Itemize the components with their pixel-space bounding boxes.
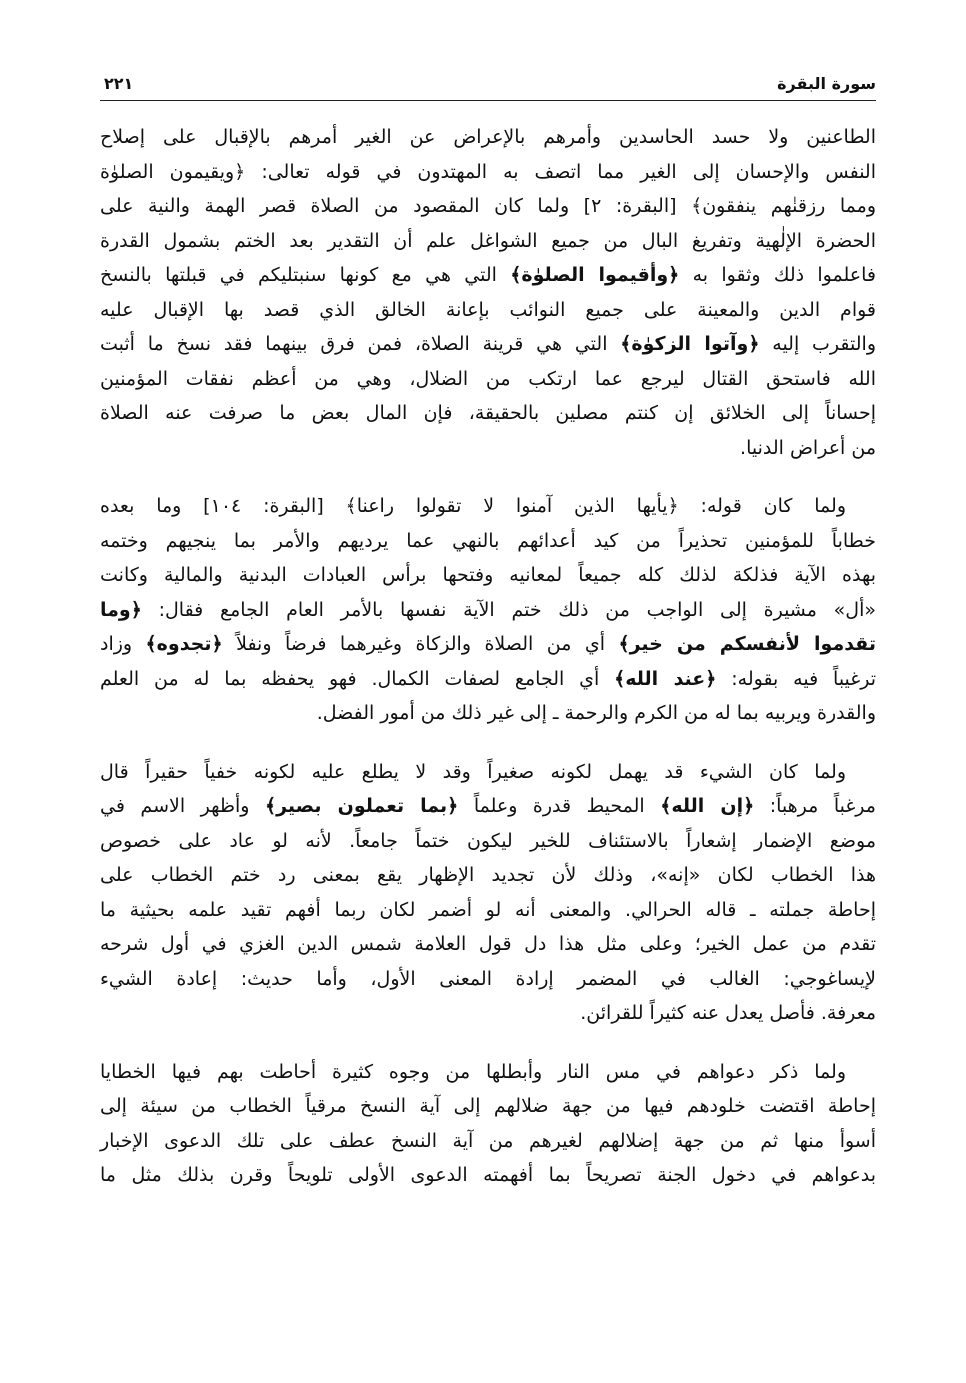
text-line <box>100 696 876 731</box>
text-segment: المحيط قدرة وعلماً <box>458 795 661 817</box>
quran-quote: ﴿عند الله﴾ <box>614 667 717 690</box>
text-line <box>100 962 876 997</box>
text-segment: «أل» مشيرة إلى الواجب من ذلك ختم الآية نفسها بالأمر العام الجامع فقال: <box>141 598 876 621</box>
text-line <box>100 524 876 559</box>
text-segment: إحاطة جملته ـ قاله الحرالي. والمعنى أنه لو أضمر لكان ربما أفهم تقيد علمه بحيثية ما <box>100 898 876 921</box>
quran-quote: تقدموا لأنفسكم من خير﴾ <box>618 633 876 655</box>
text-line <box>100 996 876 1031</box>
text-segment: أي الجامع لصفات الكمال. فهو يحفظه بما له من العلم <box>100 667 615 690</box>
text-line <box>100 189 876 224</box>
text-segment: التي هي مع كونها سنبتليكم في قبلتها بالنسخ <box>100 264 511 286</box>
text-segment: التي هي قرينة الصلاة، فمن فرق بينهما فقد نسخ ما أثبت <box>100 333 621 355</box>
text-line <box>100 1089 876 1124</box>
text-line <box>100 627 876 662</box>
text-line <box>100 396 876 431</box>
text-line <box>100 362 876 397</box>
text-segment: ترغيباً فيه بقوله: <box>716 667 876 690</box>
text-segment: الطاعنين ولا حسد الحاسدين وأمرهم بالإعراض عن الغير أمرهم بالإقبال على إصلاح <box>100 126 876 148</box>
text-segment: وأظهر الاسم في <box>100 795 265 817</box>
text-line <box>100 824 876 859</box>
text-segment: من أعراض الدنيا. <box>740 436 876 459</box>
text-line <box>100 431 876 466</box>
paragraph <box>100 755 876 1031</box>
header-rule <box>100 100 876 101</box>
page-body <box>100 120 876 1217</box>
text-line <box>100 293 876 328</box>
text-segment: إحساناً إلى الخلائق إن كنتم مصلين بالحقيقة، فإن المال بعض ما صرفت عنه الصلاة <box>100 402 876 424</box>
text-segment: لإيساغوجي: الغالب في المضمر إرادة المعنى الأول، وأما حديث: إعادة الشيء <box>100 967 876 990</box>
text-segment: ولما ذكر دعواهم في مس النار وأبطلها من وجوه كثيرة أحاطت بهم فيها الخطايا <box>100 1060 846 1083</box>
text-line <box>100 927 876 962</box>
text-segment: فاعلموا ذلك وثقوا به <box>679 264 876 286</box>
quran-quote: ﴿وما <box>100 598 142 621</box>
text-segment: بهذه الآية فذلكة لذلك كله جميعاً لمعانيه وفتحها برأس العبادات البدنية والمالية وكانت <box>100 564 876 586</box>
quran-quote: ﴿وآتوا الزكوٰة﴾ <box>620 333 760 355</box>
text-line <box>100 1055 876 1090</box>
text-line <box>100 789 876 824</box>
page-number: ٢٢١ <box>104 74 134 93</box>
text-line <box>100 1158 876 1193</box>
text-segment: ولما كان الشيء قد يهمل لكونه صغيراً وقد لا يطلع عليه لكونه خفياً حقيراً قال <box>100 760 846 783</box>
text-segment: وزاد <box>100 633 146 655</box>
text-line <box>100 662 876 697</box>
text-segment: إحاطة اقتضت خلودهم فيها من جهة ضلالهم إلى آية النسخ مرقياً الخطاب من سيئة إلى <box>100 1095 876 1117</box>
text-segment: أي من الصلاة والزكاة وغيرهما فرضاً ونفلاً <box>222 633 619 655</box>
text-line <box>100 120 876 155</box>
paragraph <box>100 489 876 731</box>
text-segment: خطاباً للمؤمنين تحذيراً من كيد أعدائهم بالنهي عما يرديهم والأمر بما ينجيهم وختمه <box>100 529 876 552</box>
paragraph <box>100 120 876 465</box>
quran-quote: ﴿بما تعملون بصير﴾ <box>264 795 459 817</box>
text-line <box>100 755 876 790</box>
page-header <box>100 68 876 100</box>
quran-quote: ﴿تجدوه﴾ <box>145 633 223 655</box>
text-segment: تقدم من عمل الخير؛ وعلى مثل هذا دل قول العلامة شمس الدين الغزي في أول شرحه <box>100 933 876 955</box>
text-line <box>100 155 876 190</box>
text-line <box>100 258 876 293</box>
text-segment: قوام الدين والمعينة على جميع النوائب بإعانة الخالق الذي قصد بها الإقبال عليه <box>100 298 876 321</box>
text-line <box>100 327 876 362</box>
text-segment: أسوأ منها ثم من جهة إضلالهم لغيرهم من آية النسخ عطف على تلك الدعوى الإخبار <box>100 1129 876 1152</box>
text-line <box>100 593 876 628</box>
text-line <box>100 893 876 928</box>
text-line <box>100 1124 876 1159</box>
quran-quote: ﴿إن الله﴾ <box>660 795 755 817</box>
text-line <box>100 489 876 524</box>
text-segment: مرغباً مرهباً: <box>754 795 876 817</box>
text-segment: والتقرب إليه <box>759 333 877 355</box>
text-line <box>100 858 876 893</box>
text-line <box>100 558 876 593</box>
text-segment: بدعواهم في دخول الجنة تصريحاً بما أفهمته الدعوى الأولى تلويحاً وقرن بذلك مثل ما <box>100 1164 876 1186</box>
text-segment: الله فاستحق القتال ليرجع عما ارتكب من الضلال، وهي من أعظم نفقات المؤمنين <box>100 367 876 390</box>
running-title: سورة البقرة <box>777 74 876 93</box>
quran-quote: ﴿وأقيموا الصلوٰة﴾ <box>510 264 680 286</box>
text-segment: النفس والإحسان إلى الغير مما اتصف به المهتدون في قوله تعالى: ﴿ويقيمون الصلوٰة <box>100 160 876 183</box>
text-segment: هذا الخطاب لكان «إنه»، وذلك لأن تجديد الإظهار يقع بمعنى رد ختم الخطاب على <box>100 864 876 886</box>
text-segment: موضع الإضمار إشعاراً بالاستئناف للخير ليكون ختماً جامعاً. لأنه لو عاد على خصوص <box>100 829 876 852</box>
text-segment: ولما كان قوله: ﴿يأيها الذين آمنوا لا تقولوا راعنا﴾ [البقرة: ١٠٤] وما بعده <box>100 495 846 517</box>
text-segment: الحضرة الإلٰهية وتفريغ البال من جميع الشواغل علم أن التقدير بعد الختم بشمول القدرة <box>100 229 876 252</box>
text-segment: والقدرة ويربيه بما له من الكرم والرحمة ـ إلى غير ذلك من أمور الفضل. <box>316 702 876 724</box>
text-segment: معرفة. فأصل يعدل عنه كثيراً للقرائن. <box>580 1002 876 1024</box>
text-line <box>100 224 876 259</box>
text-segment: ومما رزقنٰهم ينفقون﴾ [البقرة: ٢] ولما كان المقصود من الصلاة قصر الهمة والنية على <box>100 195 876 217</box>
paragraph <box>100 1055 876 1193</box>
